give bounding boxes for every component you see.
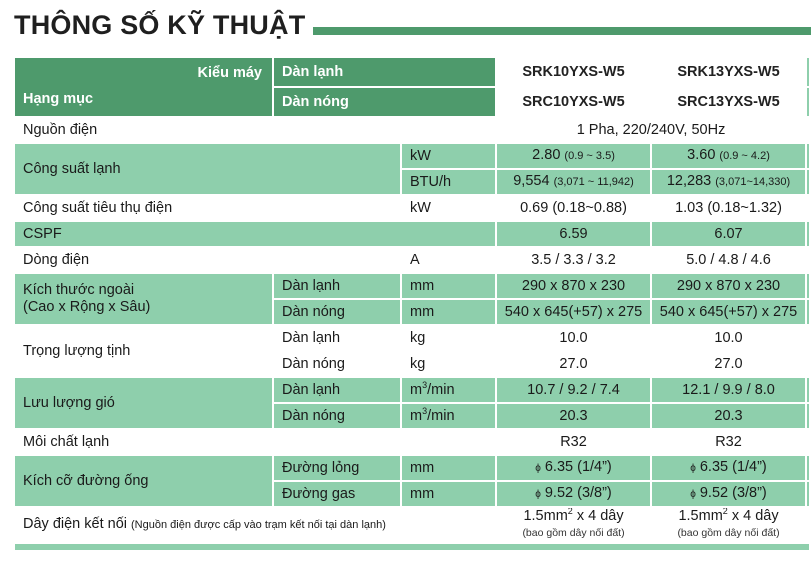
row-kich-thuoc-lanh	[15, 274, 811, 300]
value-moi-chat-lanh-1: R32	[497, 430, 652, 456]
value-dong-dien-1: 3.5 / 3.3 / 3.2	[497, 248, 652, 274]
model-outdoor-2: SRC13YXS-W5	[652, 88, 807, 118]
label-moi-chat-lanh: Môi chất lạnh	[15, 430, 497, 456]
unit-duong-long: mm	[402, 456, 497, 482]
value-kich-thuoc-nong-2: 540 x 645(+57) x 275	[652, 300, 807, 326]
value-luu-luong-nong-1: 20.3	[497, 404, 652, 430]
label-cspf: CSPF	[15, 222, 497, 248]
sub-luu-luong-lanh: Dàn lạnh	[274, 378, 402, 404]
row-day-dien	[15, 508, 811, 544]
header-dan-nong: Dàn nóng	[274, 88, 497, 118]
sub-kich-thuoc-lanh: Dàn lạnh	[274, 274, 402, 300]
unit-btu: BTU/h	[402, 170, 497, 196]
row-cong-suat-lanh-kw	[15, 144, 811, 170]
value-kich-thuoc-lanh-2: 290 x 870 x 230	[652, 274, 807, 300]
model-indoor-2: SRK13YXS-W5	[652, 58, 807, 88]
diameter-icon: ϕ	[535, 463, 541, 474]
value-kich-thuoc-lanh-1: 290 x 870 x 230	[497, 274, 652, 300]
sub-luu-luong-nong: Dàn nóng	[274, 404, 402, 430]
sub-trong-luong-nong: Dàn nóng	[274, 352, 402, 378]
diameter-icon: ϕ	[690, 463, 696, 474]
sub-duong-gas: Đường gas	[274, 482, 402, 508]
unit-dong-dien: A	[402, 248, 497, 274]
label-cong-suat-lanh: Công suất lạnh	[15, 144, 402, 196]
unit-duong-gas: mm	[402, 482, 497, 508]
label-dong-dien: Dòng điện	[15, 248, 402, 274]
label-kich-co-ong: Kích cỡ đường ống	[15, 456, 274, 508]
row-cong-suat-tieu-thu	[15, 196, 811, 222]
value-luu-luong-lanh-1: 10.7 / 9.2 / 7.4	[497, 378, 652, 404]
value-nguon-dien: 1 Pha, 220/240V, 50Hz	[497, 118, 807, 144]
row-duong-long	[15, 456, 811, 482]
row-nguon-dien	[15, 118, 811, 144]
unit-luu-luong-lanh: $m^3/\min$	[402, 378, 497, 404]
value-cong-suat-tieu-thu-1: 0.69 (0.18~0.88)	[497, 196, 652, 222]
value-duong-long-1: ϕ 6.35 (1/4”)	[497, 456, 652, 482]
model-indoor-1: SRK10YXS-W5	[497, 58, 652, 88]
value-trong-luong-nong-2: 27.0	[652, 352, 807, 378]
row-trong-luong-lanh	[15, 326, 811, 352]
header-row-indoor	[15, 58, 811, 88]
value-trong-luong-lanh-2: 10.0	[652, 326, 807, 352]
value-duong-gas-2: ϕ 9.52 (3/8”)	[652, 482, 807, 508]
title-row	[0, 0, 811, 57]
value-dong-dien-2: 5.0 / 4.8 / 4.6	[652, 248, 807, 274]
label-trong-luong: Trọng lượng tịnh	[15, 326, 274, 378]
value-luu-luong-nong-2: 20.3	[652, 404, 807, 430]
unit-kw: kW	[402, 144, 497, 170]
note-day-dien: (Nguồn điện được cấp vào trạm kết nối tại dàn lạnh)	[131, 519, 386, 531]
unit-trong-luong-nong: kg	[402, 352, 497, 378]
unit-luu-luong-nong: $m^3/\min$	[402, 404, 497, 430]
spec-table	[15, 58, 811, 552]
header-dan-lanh: Dàn lạnh	[274, 58, 497, 88]
label-cong-suat-tieu-thu: Công suất tiêu thụ điện	[15, 196, 402, 222]
header-hang-muc: Hạng mục	[23, 91, 94, 107]
title-bar-divider	[313, 27, 811, 35]
value-kw-2: 3.60 (0.9 ~ 4.2)	[652, 144, 807, 170]
value-kich-thuoc-nong-1: 540 x 645(+57) x 275	[497, 300, 652, 326]
value-cong-suat-tieu-thu-2: 1.03 (0.18~1.32)	[652, 196, 807, 222]
sub-trong-luong-lanh: Dàn lạnh	[274, 326, 402, 352]
row-bottom-strip	[15, 544, 811, 552]
row-dong-dien	[15, 248, 811, 274]
value-kw-1: 2.80 (0.9 ~ 3.5)	[497, 144, 652, 170]
value-day-dien-2: $1.5mm^2$ x 4 dây (bao gồm dây nối đất)	[652, 508, 807, 544]
value-duong-gas-1: ϕ 9.52 (3/8”)	[497, 482, 652, 508]
sub-kich-thuoc-nong: Dàn nóng	[274, 300, 402, 326]
diameter-icon: ϕ	[535, 489, 541, 500]
value-trong-luong-lanh-1: 10.0	[497, 326, 652, 352]
value-btu-2: 12,283 (3,071~14,330)	[652, 170, 807, 196]
model-outdoor-1: SRC10YXS-W5	[497, 88, 652, 118]
value-duong-long-2: ϕ 6.35 (1/4”)	[652, 456, 807, 482]
value-cspf-2: 6.07	[652, 222, 807, 248]
header-corner-cell	[15, 58, 274, 118]
value-day-dien-1: $1.5mm^2$ x 4 dây (bao gồm dây nối đất)	[497, 508, 652, 544]
unit-trong-luong-lanh: kg	[402, 326, 497, 352]
unit-cong-suat-tieu-thu: kW	[402, 196, 497, 222]
value-cspf-1: 6.59	[497, 222, 652, 248]
label-luu-luong-gio: Lưu lượng gió	[15, 378, 274, 430]
value-moi-chat-lanh-2: R32	[652, 430, 807, 456]
header-kieu-may: Kiểu máy	[197, 65, 262, 81]
unit-kich-thuoc-lanh: mm	[402, 274, 497, 300]
diameter-icon: ϕ	[690, 489, 696, 500]
row-cspf	[15, 222, 811, 248]
label-kich-thuoc: Kích thước ngoài (Cao x Rộng x Sâu)	[15, 274, 274, 326]
row-luu-luong-lanh	[15, 378, 811, 404]
value-luu-luong-lanh-2: 12.1 / 9.9 / 8.0	[652, 378, 807, 404]
row-moi-chat-lanh	[15, 430, 811, 456]
label-day-dien: Dây điện kết nối (Nguồn điện được cấp vào trạm kết nối tại dàn lạnh)	[15, 508, 497, 544]
value-trong-luong-nong-1: 27.0	[497, 352, 652, 378]
page-title: THÔNG SỐ KỸ THUẬT	[14, 10, 306, 40]
value-btu-1: 9,554 (3,071 ~ 11,942)	[497, 170, 652, 196]
label-nguon-dien: Nguồn điện	[15, 118, 497, 144]
sub-duong-long: Đường lỏng	[274, 456, 402, 482]
unit-kich-thuoc-nong: mm	[402, 300, 497, 326]
